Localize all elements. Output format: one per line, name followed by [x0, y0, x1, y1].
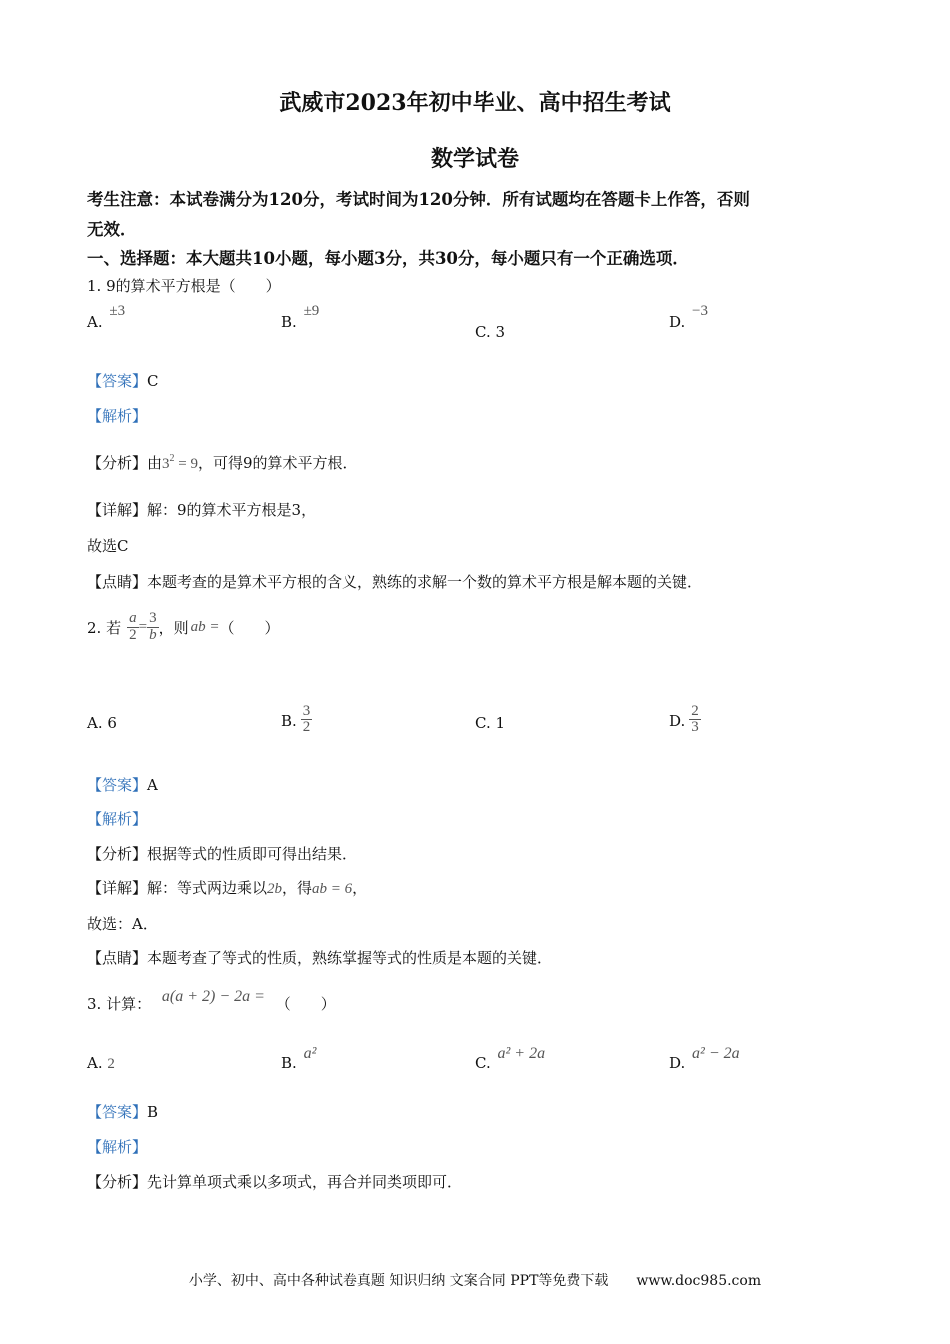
- q3-option-d-math: a² − 2a: [692, 1045, 740, 1062]
- q1-option-a-math: ±3: [109, 303, 126, 319]
- q1-option-d-math: −3: [692, 303, 709, 319]
- q2-option-d-frac: [689, 704, 701, 737]
- q1-fenxi: [87, 452, 358, 473]
- q2-option-d-label: D.: [669, 712, 686, 730]
- q1-option-d-label: D.: [669, 313, 686, 331]
- q2-stem-post: （ ）: [219, 618, 280, 637]
- q3-stem-pre: 3. 计算：: [87, 995, 152, 1013]
- section-heading: 一、选择题：本大题共10小题，每小题3分，共30分，每小题只有一个正确选项．: [87, 249, 689, 268]
- q3-answer: [87, 1101, 158, 1122]
- dianjing-tag: 【点睛】: [87, 573, 148, 591]
- q1-analysis-tag: 【解析】: [87, 407, 148, 425]
- q3-analysis-tag: 【解析】: [87, 1138, 148, 1156]
- q1-dianjing-text: 本题考查的是算术平方根的含义，熟练的求解一个数的算术平方根是解本题的关键．: [147, 573, 703, 591]
- q1-answer: [87, 370, 159, 391]
- q2-frac1-num: a: [129, 609, 137, 626]
- q2-eq: =: [138, 618, 148, 635]
- q1-stem: 1. 9的算术平方根是（ ）: [87, 277, 281, 295]
- q3-fenxi-text: 先计算单项式乘以多项式，再合并同类项即可．: [147, 1173, 463, 1191]
- q2-xiangjie-pre: 解：等式两边乘以: [147, 879, 268, 897]
- q2-frac1-den: 2: [129, 626, 137, 643]
- q1-fenxi-exp: 2: [169, 453, 175, 464]
- q2-xiangjie-mid: ，得: [282, 879, 313, 897]
- q3-option-b-label: B.: [281, 1054, 297, 1072]
- q1-fenxi-base: 3: [162, 456, 170, 472]
- answer-tag: 【答案】: [87, 776, 148, 794]
- q2-option-b-label: B.: [281, 712, 297, 730]
- exam-subtitle: 数学试卷: [430, 146, 519, 172]
- fenxi-tag: 【分析】: [87, 845, 148, 863]
- q2-option-b: [281, 690, 312, 736]
- q2-option-c: C. 1: [475, 714, 506, 732]
- xiangjie-tag: 【详解】: [87, 501, 148, 519]
- q1-xiangjie-text: 解：9的算术平方根是3，: [147, 501, 317, 519]
- q3-stem-post: （ ）: [275, 995, 336, 1013]
- q3-option-c-label: C.: [475, 1054, 491, 1072]
- q1-answer-value: C: [147, 372, 159, 390]
- q3-option-b: [281, 1044, 317, 1072]
- q1-option-b-math: ±9: [303, 303, 320, 319]
- q1-option-b: [281, 303, 320, 332]
- q2-frac2-den: b: [149, 626, 157, 643]
- answer-tag: 【答案】: [87, 1103, 148, 1121]
- answer-tag: 【答案】: [87, 372, 148, 390]
- q2-analysis-tag: 【解析】: [87, 810, 148, 828]
- q3-answer-value: B: [147, 1103, 159, 1121]
- q2-xiangjie: [87, 877, 367, 898]
- q1-dianjing: [87, 571, 702, 592]
- q2-option-b-num: 3: [302, 702, 311, 719]
- xiangjie-tag: 【详解】: [87, 879, 148, 897]
- q3-stem: [87, 985, 336, 1013]
- q2-xiangjie-math2: ab = 6: [312, 881, 353, 897]
- q3-option-d-label: D.: [669, 1054, 686, 1072]
- q3-option-b-math: a²: [303, 1045, 317, 1062]
- q1-option-d: [669, 303, 709, 332]
- q2-stem-mid: ，则: [158, 618, 189, 637]
- q2-stem: [87, 603, 279, 651]
- q2-stem-math: ab =: [190, 618, 220, 635]
- q1-fenxi-math: [162, 453, 198, 472]
- q2-frac1: [127, 611, 139, 644]
- q3-option-c: [475, 1044, 546, 1072]
- q3-option-c-math: a² + 2a: [497, 1045, 546, 1062]
- q1-fenxi-post: ，可得9的算术平方根．: [198, 454, 358, 472]
- fenxi-tag: 【分析】: [87, 1173, 148, 1191]
- q2-option-b-den: 2: [302, 719, 311, 736]
- page-footer: 小学、初中、高中各种试卷真题 知识归纳 文案合同 PPT等免费下载 www.doc985.com: [188, 1273, 762, 1289]
- q3-option-a-math: 2: [107, 1056, 115, 1072]
- q1-fenxi-rest: = 9: [174, 456, 198, 472]
- q2-option-d: [669, 690, 701, 736]
- q2-option-b-frac: [301, 704, 313, 737]
- q2-answer-value: A: [147, 776, 158, 794]
- q1-option-a: [87, 303, 126, 332]
- q2-frac2: [147, 611, 159, 644]
- dianjing-tag: 【点睛】: [87, 949, 148, 967]
- q3-fenxi: [87, 1171, 462, 1192]
- fenxi-tag: 【分析】: [87, 454, 148, 472]
- q2-fenxi: [87, 843, 357, 864]
- q3-option-d: [669, 1044, 740, 1072]
- q3-option-a-label: A.: [87, 1054, 103, 1072]
- notice-line-2: 无效．: [87, 220, 137, 239]
- q1-option-a-label: A.: [87, 313, 103, 331]
- exam-title: 武威市2023年初中毕业、高中招生考试: [279, 90, 671, 116]
- q2-fenxi-text: 根据等式的性质即可得出结果．: [147, 845, 358, 863]
- q1-conclusion: 故选C: [87, 537, 129, 555]
- q2-stem-pre: 2. 若: [87, 618, 122, 637]
- q2-option-a: A. 6: [87, 714, 117, 732]
- q3-option-a: [87, 1044, 115, 1072]
- q2-option-d-num: 2: [691, 702, 699, 719]
- q2-answer: [87, 774, 158, 795]
- notice-line-1: 考生注意：本试卷满分为120分，考试时间为120分钟．所有试题均在答题卡上作答，否则: [87, 190, 750, 209]
- q2-option-d-den: 3: [691, 719, 699, 736]
- q2-frac2-num: 3: [149, 609, 157, 626]
- q2-xiangjie-math1: 2b: [267, 881, 283, 897]
- q1-option-b-label: B.: [281, 313, 297, 331]
- q2-dianjing-text: 本题考查了等式的性质，熟练掌握等式的性质是本题的关键．: [147, 949, 553, 967]
- q2-xiangjie-post: ，: [352, 879, 368, 897]
- q1-fenxi-pre: 由: [147, 454, 163, 472]
- q3-stem-math: a(a + 2) − 2a =: [161, 988, 265, 1005]
- q1-xiangjie: [87, 499, 316, 520]
- q1-option-c: C. 3: [475, 323, 506, 341]
- q2-dianjing: [87, 947, 552, 968]
- q2-conclusion: 故选：A．: [87, 915, 158, 933]
